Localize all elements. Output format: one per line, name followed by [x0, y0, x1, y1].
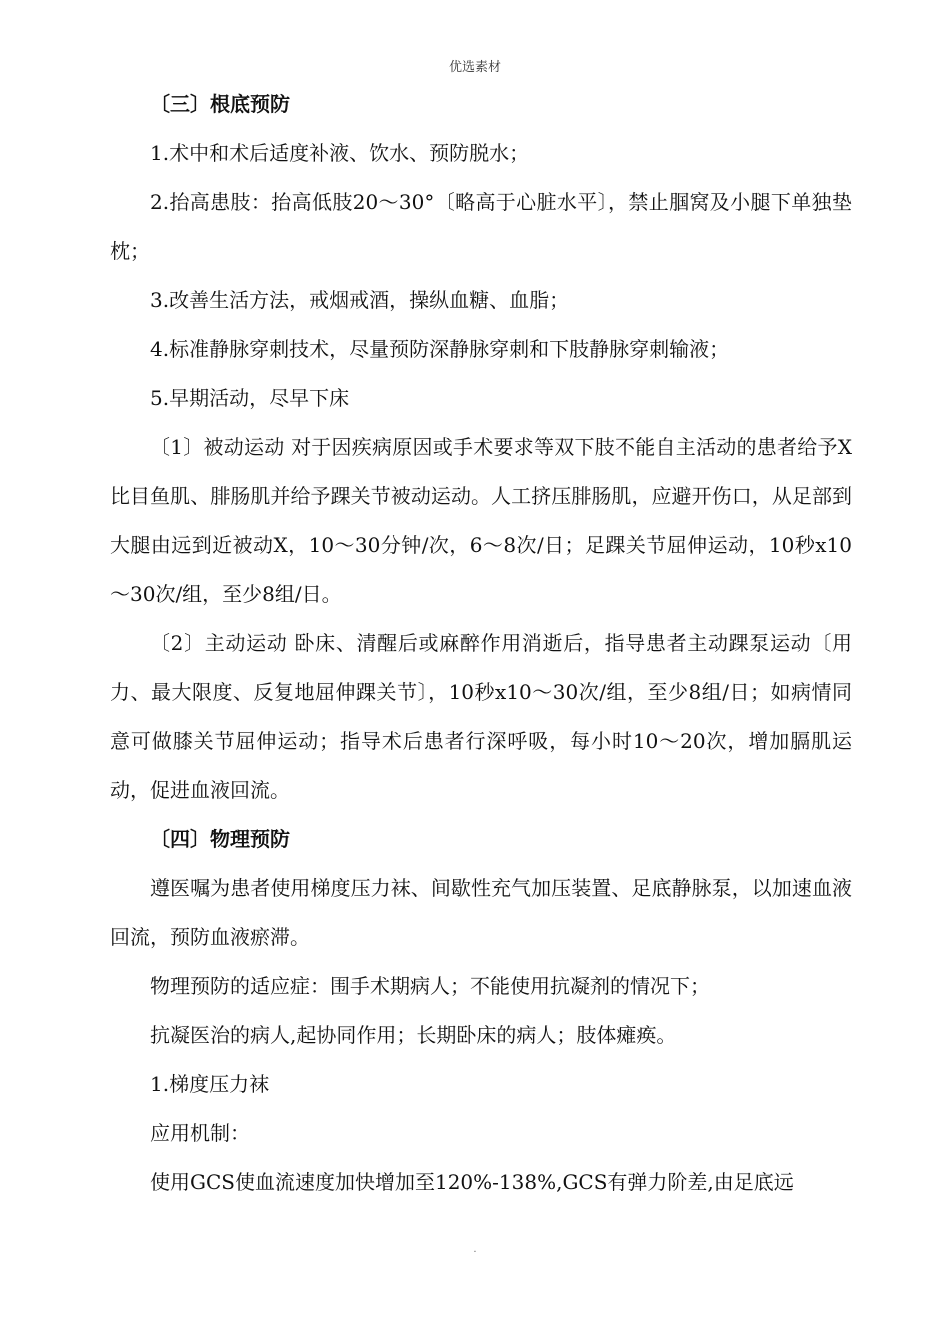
paragraph: 〔1〕被动运动 对于因疾病原因或手术要求等双下肢不能自主活动的患者给予X比目鱼肌、腓肠肌并给予踝关节被动运动。人工挤压腓肠肌，应避开伤口，从足部到大腿由远到近被动X，10～30分钟/次，6～8次/日；足踝关节屈伸运动，10秒x10～30次/组，至少8组/日。 [110, 435, 852, 606]
paragraph: 3.改善生活方法，戒烟戒酒，操纵血糖、血脂； [150, 288, 570, 312]
paragraph: 1.术中和术后适度补液、饮水、预防脱水； [150, 141, 530, 165]
paragraph: 使用GCS使血流速度加快增加至120%-138%,GCS有弹力阶差,由足底远 [150, 1170, 794, 1194]
document-body [110, 80, 852, 1207]
paragraph: 应用机制： [150, 1121, 250, 1145]
paragraph: 遵医嘱为患者使用梯度压力袜、间歇性充气加压装置、足底静脉泵，以加速血液回流，预防血液瘀滞。 [110, 876, 852, 949]
page-footer-mark: . [473, 1244, 477, 1255]
paragraph: 2.抬高患肢：抬高低肢20～30°〔略高于心脏水平〕，禁止腘窝及小腿下单独垫枕； [110, 190, 852, 263]
paragraph: 1.梯度压力袜 [150, 1072, 270, 1096]
page-header: 优选素材 [448, 60, 501, 75]
section-heading-physical-prevention: 〔四〕物理预防 [150, 827, 290, 851]
section-heading-basic-prevention: 〔三〕根底预防 [150, 92, 290, 116]
paragraph: 4.标准静脉穿刺技术，尽量预防深静脉穿刺和下肢静脉穿刺输液； [150, 337, 730, 361]
paragraph: 5.早期活动，尽早下床 [150, 386, 350, 410]
paragraph: 抗凝医治的病人,起协同作用；长期卧床的病人；肢体瘫痪。 [150, 1023, 677, 1047]
paragraph: 〔2〕主动运动 卧床、清醒后或麻醉作用消逝后，指导患者主动踝泵运动〔用力、最大限度、反复地屈伸踝关节〕，10秒x10～30次/组，至少8组/日；如病情同意可做膝关节屈伸运动；指导术后患者行深呼吸，每小时10～20次，增加膈肌运动，促进血液回流。 [110, 631, 852, 802]
paragraph: 物理预防的适应症：围手术期病人；不能使用抗凝剂的情况下； [150, 974, 710, 998]
